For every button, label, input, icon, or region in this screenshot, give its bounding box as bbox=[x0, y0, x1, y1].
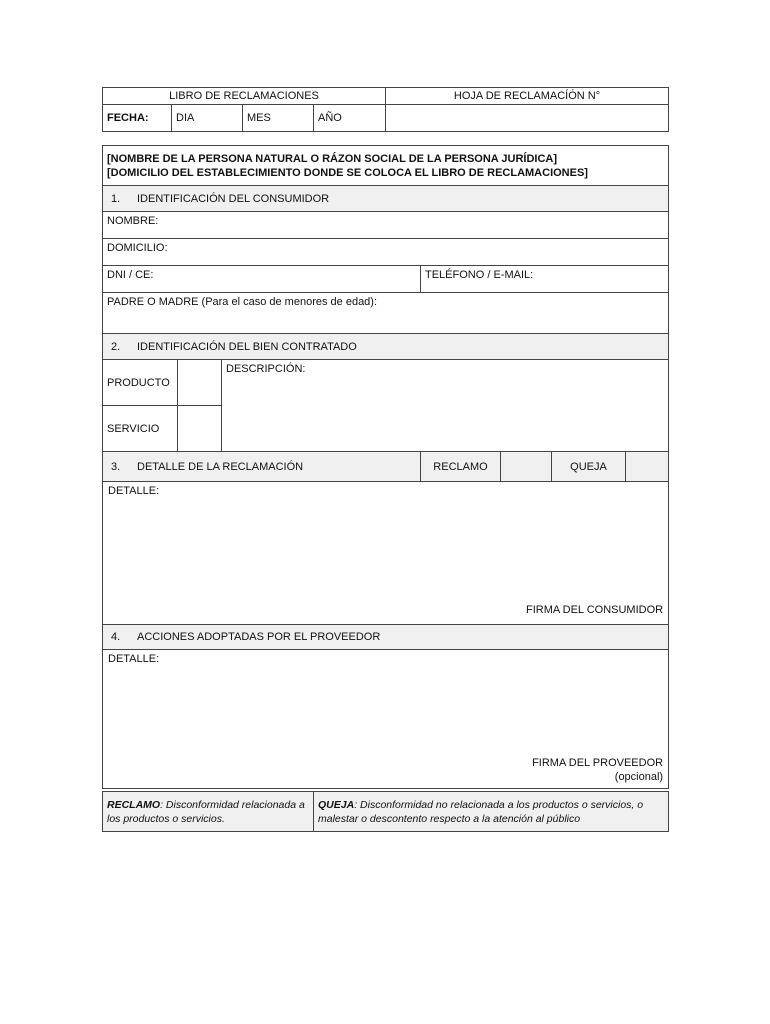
reclamo-label: RECLAMO bbox=[421, 452, 501, 482]
padre-madre-field[interactable]: PADRE O MADRE (Para el caso de menores de edad): bbox=[103, 293, 669, 334]
domicilio-field[interactable]: DOMICILIO: bbox=[103, 239, 669, 266]
queja-description: : Disconformidad no relacionada a los productos o servicios, o malestar o descontento respecto a la atención al público bbox=[318, 798, 644, 825]
section4-header bbox=[103, 625, 669, 650]
anio-field[interactable]: AÑO bbox=[314, 105, 386, 132]
hoja-number-label: HOJA DE RECLAMACÍÓN N° bbox=[386, 88, 669, 105]
producto-label: PRODUCTO bbox=[103, 360, 178, 406]
firma-proveedor-block bbox=[532, 756, 663, 784]
servicio-checkbox[interactable] bbox=[178, 406, 222, 452]
dia-field[interactable]: DIA bbox=[172, 105, 243, 132]
dni-field[interactable]: DNI / CE: bbox=[103, 266, 421, 293]
company-name-placeholder: [NOMBRE DE LA PERSONA NATURAL O RÁZON SOCIAL DE LA PERSONA JURÍDICA] bbox=[107, 152, 557, 165]
queja-term: QUEJA bbox=[318, 798, 355, 811]
queja-label: QUEJA bbox=[552, 452, 626, 482]
section2-header bbox=[103, 334, 669, 360]
producto-checkbox[interactable] bbox=[178, 360, 222, 406]
firma-opcional-label: (opcional) bbox=[614, 771, 664, 783]
section1-header bbox=[103, 186, 669, 212]
section1-title: IDENTIFICACIÓN DEL CONSUMIDOR bbox=[137, 192, 330, 205]
section4-number: 4. bbox=[111, 631, 121, 643]
reclamo-term: RECLAMO bbox=[107, 798, 161, 811]
reclamo-description: : Disconformidad relacionada a los productos o servicios. bbox=[107, 798, 305, 825]
queja-definition bbox=[314, 792, 669, 832]
reclamo-checkbox[interactable] bbox=[501, 452, 552, 482]
queja-checkbox[interactable] bbox=[626, 452, 669, 482]
firma-consumidor-label: FIRMA DEL CONSUMIDOR bbox=[525, 604, 664, 616]
detalle-reclamacion-label: DETALLE: bbox=[108, 485, 160, 497]
section3-title: DETALLE DE LA RECLAMACIÓN bbox=[137, 460, 304, 473]
header-table bbox=[102, 87, 669, 132]
descripcion-label: DESCRIPCIÓN: bbox=[226, 363, 306, 375]
hoja-number-field[interactable] bbox=[386, 105, 669, 132]
section4-title: ACCIONES ADOPTADAS POR EL PROVEEDOR bbox=[137, 631, 381, 643]
acciones-proveedor-field[interactable] bbox=[103, 650, 669, 789]
section2-title: IDENTIFICACIÓN DEL BIEN CONTRATADO bbox=[137, 340, 357, 353]
nombre-field[interactable]: NOMBRE: bbox=[103, 212, 669, 239]
company-address-placeholder: [DOMICILIO DEL ESTABLECIMIENTO DONDE SE COLOCA EL LIBRO DE RECLAMACIONES] bbox=[107, 166, 588, 179]
firma-proveedor-label: FIRMA DEL PROVEEDOR bbox=[532, 757, 664, 769]
reclamo-definition bbox=[103, 792, 314, 832]
footer-definitions bbox=[102, 791, 669, 832]
telefono-field[interactable]: TELÉFONO / E-MAIL: bbox=[421, 266, 669, 293]
section3-header bbox=[103, 452, 421, 482]
acciones-detalle-label: DETALLE: bbox=[108, 653, 160, 665]
fecha-label: FECHA: bbox=[103, 105, 172, 132]
mes-field[interactable]: MES bbox=[243, 105, 314, 132]
main-form-table bbox=[102, 145, 669, 789]
section1-number: 1. bbox=[111, 192, 121, 205]
section3-number: 3. bbox=[111, 460, 121, 473]
section2-number: 2. bbox=[111, 340, 121, 353]
descripcion-field[interactable] bbox=[222, 360, 669, 452]
detalle-reclamacion-field[interactable] bbox=[103, 482, 669, 625]
servicio-label: SERVICIO bbox=[103, 406, 178, 452]
company-info bbox=[103, 146, 669, 186]
libro-title: LIBRO DE RECLAMACIONES bbox=[103, 88, 386, 105]
